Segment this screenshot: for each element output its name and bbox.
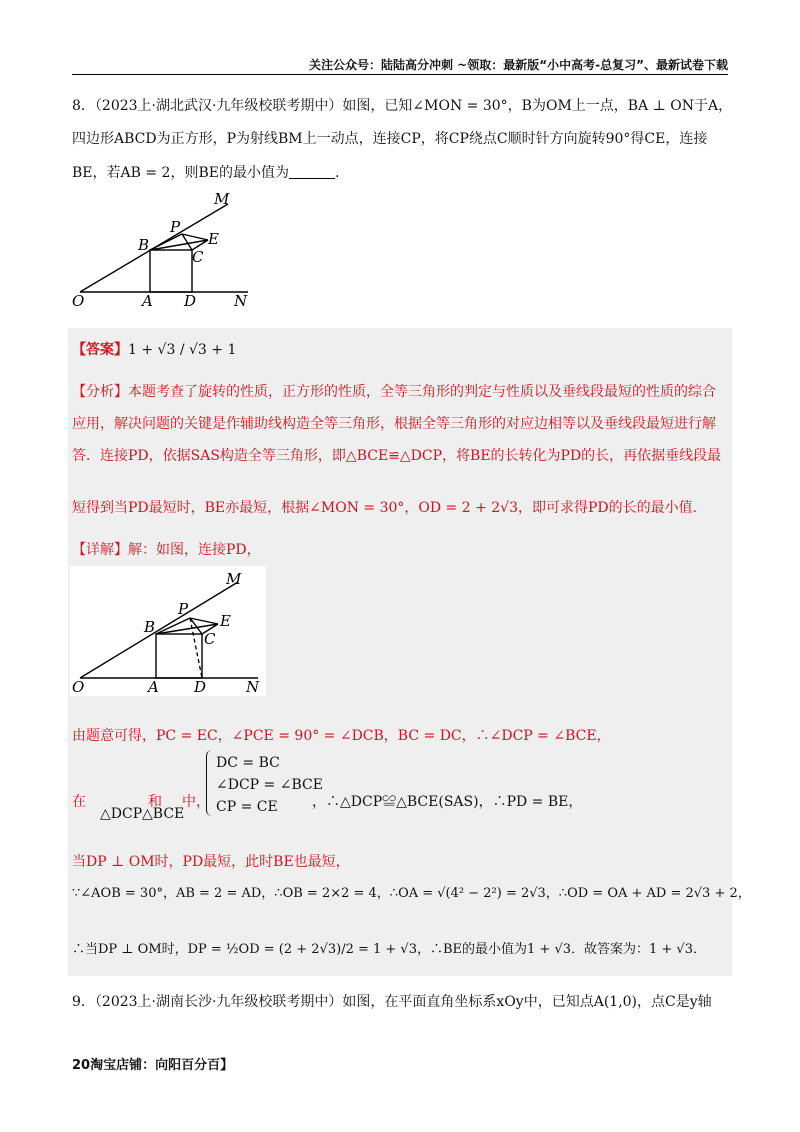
analysis-l2: 应用，解决问题的关键是作辅助线构造全等三角形，根据全等三角形的对应边相等以及垂线段最短进行解	[72, 416, 716, 432]
label-A: A	[142, 292, 153, 308]
answer-blank	[289, 164, 335, 179]
answer-value: 1 + √3 / √3 + 1	[128, 342, 237, 358]
analysis-l4: 短得到当PD最短时，BE亦最短，根据∠MON = 30°，OD = 2 + 2√3，即可求得PD的长的最小值．	[72, 500, 707, 516]
q8-line1: 8．（2023上·湖北武汉·九年级校联考期中）如图，已知∠MON = 30°，B为OM上一点，BA ⊥ ON于A，	[72, 98, 733, 114]
analysis-l1: 【分析】本题考查了旋转的性质，正方形的性质，全等三角形的判定与性质以及垂线段最短的性质的综合	[72, 384, 716, 400]
q8-line3-text: BE，若AB = 2，则BE的最小值为	[72, 165, 289, 181]
analysis-l3: 答．连接PD，依据SAS构造全等三角形，即△BCE≌△DCP，将BE的长转化为PD的长，再依据垂线段最	[72, 448, 722, 464]
answer-label: 【答案】	[72, 342, 128, 358]
figure-1	[70, 188, 260, 308]
equation-system	[216, 752, 323, 818]
page-header: 关注公众号：陆陆高分冲刺 ~领取：最新版“小中高考-总复习”、最新试卷下载	[309, 58, 728, 72]
detail-label: 【详解】解：如图，连接PD，	[72, 542, 261, 558]
label-P: P	[170, 218, 181, 236]
q9-line1: 9．（2023上·湖南长沙·九年级校联考期中）如图，在平面直角坐标系xOy中，已知点A(1,0)，点C是y轴	[72, 994, 712, 1010]
label-E: E	[208, 230, 219, 248]
s2-in: 在	[72, 794, 86, 810]
detail-s2d: △BCE	[142, 806, 185, 822]
label-M: M	[214, 190, 230, 208]
detail-s2b: △DCP	[100, 806, 143, 822]
label-O: O	[72, 292, 85, 308]
figure-2	[70, 566, 266, 696]
label2-D: D	[194, 678, 207, 696]
detail-s3: 当DP ⊥ OM时，PD最短，此时BE也最短，	[72, 854, 350, 870]
header-rule	[72, 74, 728, 75]
label2-N: N	[246, 678, 260, 696]
label2-B: B	[144, 618, 156, 636]
label2-M: M	[226, 570, 242, 588]
detail-s2a	[72, 792, 86, 812]
label-B: B	[138, 236, 150, 254]
sys-line1: DC = BC	[216, 755, 280, 771]
system-brace	[206, 750, 215, 816]
label-C: C	[192, 248, 204, 266]
sys-line2: ∠DCP = ∠BCE	[216, 777, 323, 793]
detail-s2f: ，∴△DCP≌△BCE(SAS)，∴PD = BE，	[312, 794, 583, 810]
label-D: D	[184, 292, 197, 308]
sys-line3: CP = CE	[216, 799, 278, 815]
label2-P: P	[178, 600, 189, 618]
detail-s5: ∴当DP ⊥ OM时，DP = ½OD = (2 + 2√3)/2 = 1 + √3，∴BE的最小值为1 + √3．故答案为：1 + √3．	[72, 942, 706, 957]
detail-s4: ∵∠AOB = 30°，AB = 2 = AD，∴OB = 2×2 = 4，∴OA = √(4² − 2²) = 2√3，∴OD = OA + AD = 2√3 + 2，	[72, 886, 751, 901]
label2-A: A	[148, 678, 159, 696]
detail-s1: 由题意可得，PC = EC，∠PCE = 90° = ∠DCB，BC = DC，∴∠DCP = ∠BCE，	[72, 728, 611, 744]
label2-C: C	[204, 630, 216, 648]
answer-line	[72, 340, 236, 360]
page-footer: 20淘宝店铺：向阳百分百】	[72, 1058, 234, 1073]
label2-E: E	[220, 612, 231, 630]
detail-s2c: 和	[148, 794, 162, 810]
label-N: N	[234, 292, 248, 308]
label2-O: O	[72, 678, 85, 696]
q8-line2: 四边形ABCD为正方形，P为射线BM上一动点，连接CP，将CP绕点C顺时针方向旋转90°得CE，连接	[72, 131, 708, 147]
q8-line3	[72, 163, 339, 183]
detail-s2e: 中，	[182, 794, 210, 810]
q8-line3-end: .	[334, 165, 340, 181]
